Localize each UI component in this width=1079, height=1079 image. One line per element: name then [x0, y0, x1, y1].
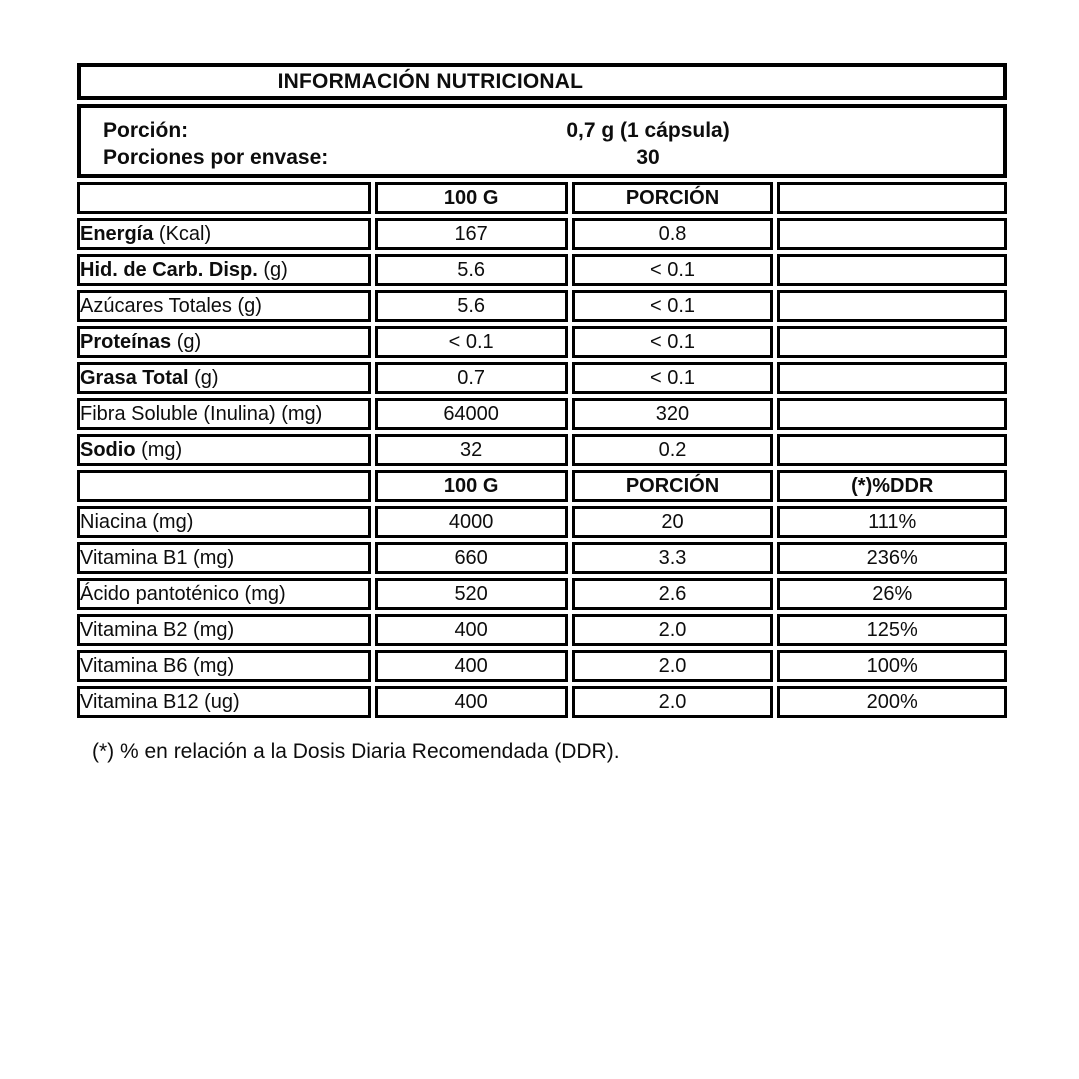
value-per-100g: 4000	[375, 506, 568, 538]
value-per-100g: 5.6	[375, 254, 568, 286]
nutrient-label-bold: Hid. de Carb. Disp.	[80, 259, 258, 281]
nutrition-table	[73, 178, 1011, 722]
header-100g: 100 G	[375, 470, 568, 502]
section2-header-row	[77, 470, 1007, 502]
table-row-vitamina-b12	[77, 686, 1007, 718]
table-row-fibra	[77, 398, 1007, 430]
nutrient-label-rest: Azúcares Totales (g)	[80, 295, 262, 317]
value-per-porcion: < 0.1	[572, 254, 774, 286]
serving-info-box	[77, 104, 1007, 178]
value-per-porcion: 3.3	[572, 542, 774, 574]
value-per-porcion: 2.0	[572, 650, 774, 682]
value-ddr-empty	[777, 254, 1007, 286]
servings-per-container-value: 30	[636, 146, 660, 169]
table-row-carbohidratos	[77, 254, 1007, 286]
value-per-100g: 400	[375, 614, 568, 646]
nutrient-label	[77, 398, 371, 430]
table-row-acido-pantotenico	[77, 578, 1007, 610]
label-title: INFORMACIÓN NUTRICIONAL	[77, 63, 1007, 100]
servings-per-container-label: Porciones por envase:	[103, 146, 329, 169]
value-per-100g: 660	[375, 542, 568, 574]
nutrient-label-bold: Sodio	[80, 439, 136, 461]
value-per-100g: 167	[375, 218, 568, 250]
value-per-100g: 5.6	[375, 290, 568, 322]
nutrient-label-bold: Grasa Total	[80, 367, 189, 389]
nutrient-label	[77, 326, 371, 358]
value-ddr-empty	[777, 434, 1007, 466]
servings-per-container-line	[81, 144, 1003, 171]
value-ddr-empty	[777, 218, 1007, 250]
nutrient-label: Vitamina B12 (ug)	[77, 686, 371, 718]
value-per-porcion: 2.0	[572, 686, 774, 718]
section1-header-row	[77, 182, 1007, 214]
nutrient-label	[77, 290, 371, 322]
serving-size-label: Porción:	[103, 119, 189, 142]
nutrient-label-rest: (mg)	[135, 439, 183, 461]
table-row-vitamina-b2	[77, 614, 1007, 646]
header-empty-cell	[777, 182, 1007, 214]
table-row-vitamina-b6	[77, 650, 1007, 682]
serving-size-value: 0,7 g (1 cápsula)	[566, 119, 730, 142]
header-porcion: PORCIÓN	[572, 182, 774, 214]
value-ddr-empty	[777, 398, 1007, 430]
nutrient-label-rest: (g)	[171, 331, 202, 353]
nutrient-label-rest: (g)	[257, 259, 288, 281]
header-empty-cell	[77, 470, 371, 502]
value-ddr: 200%	[777, 686, 1007, 718]
nutrient-label	[77, 254, 371, 286]
table-row-sodio	[77, 434, 1007, 466]
ddr-footnote: (*) % en relación a la Dosis Diaria Recomendada (DDR).	[92, 740, 620, 763]
value-per-porcion: < 0.1	[572, 290, 774, 322]
value-ddr: 111%	[777, 506, 1007, 538]
table-row-proteinas	[77, 326, 1007, 358]
nutrient-label-bold: Energía	[80, 223, 154, 245]
nutrient-label: Niacina (mg)	[77, 506, 371, 538]
value-per-porcion: 320	[572, 398, 774, 430]
value-ddr: 236%	[777, 542, 1007, 574]
value-per-100g: 400	[375, 686, 568, 718]
value-ddr-empty	[777, 290, 1007, 322]
nutrient-label	[77, 218, 371, 250]
value-ddr: 125%	[777, 614, 1007, 646]
nutrient-label	[77, 434, 371, 466]
value-ddr-empty	[777, 326, 1007, 358]
value-ddr: 100%	[777, 650, 1007, 682]
table-row-grasa	[77, 362, 1007, 394]
value-per-porcion: 2.0	[572, 614, 774, 646]
nutrient-label: Vitamina B6 (mg)	[77, 650, 371, 682]
nutrient-label: Ácido pantoténico (mg)	[77, 578, 371, 610]
header-empty-cell	[77, 182, 371, 214]
serving-size-line	[81, 117, 1003, 144]
table-row-energia	[77, 218, 1007, 250]
nutrient-label-bold: Proteínas	[80, 331, 172, 353]
value-per-porcion: < 0.1	[572, 326, 774, 358]
table-row-niacina	[77, 506, 1007, 538]
nutrient-label	[77, 362, 371, 394]
nutrient-label: Vitamina B1 (mg)	[77, 542, 371, 574]
nutrition-label	[77, 63, 1007, 718]
value-per-100g: 520	[375, 578, 568, 610]
value-per-porcion: 0.8	[572, 218, 774, 250]
value-per-100g: 32	[375, 434, 568, 466]
header-100g: 100 G	[375, 182, 568, 214]
value-per-porcion: < 0.1	[572, 362, 774, 394]
table-row-azucares	[77, 290, 1007, 322]
value-ddr-empty	[777, 362, 1007, 394]
table-row-vitamina-b1	[77, 542, 1007, 574]
header-ddr: (*)%DDR	[777, 470, 1007, 502]
value-per-porcion: 2.6	[572, 578, 774, 610]
nutrient-label-rest: (g)	[188, 367, 219, 389]
nutrient-label-rest: (Kcal)	[153, 223, 212, 245]
nutrient-label-rest: Fibra Soluble (Inulina) (mg)	[80, 403, 323, 425]
header-porcion: PORCIÓN	[572, 470, 774, 502]
nutrient-label: Vitamina B2 (mg)	[77, 614, 371, 646]
value-per-100g: 400	[375, 650, 568, 682]
value-per-100g: 0.7	[375, 362, 568, 394]
value-per-porcion: 20	[572, 506, 774, 538]
value-per-100g: 64000	[375, 398, 568, 430]
value-per-porcion: 0.2	[572, 434, 774, 466]
value-per-100g: < 0.1	[375, 326, 568, 358]
value-ddr: 26%	[777, 578, 1007, 610]
